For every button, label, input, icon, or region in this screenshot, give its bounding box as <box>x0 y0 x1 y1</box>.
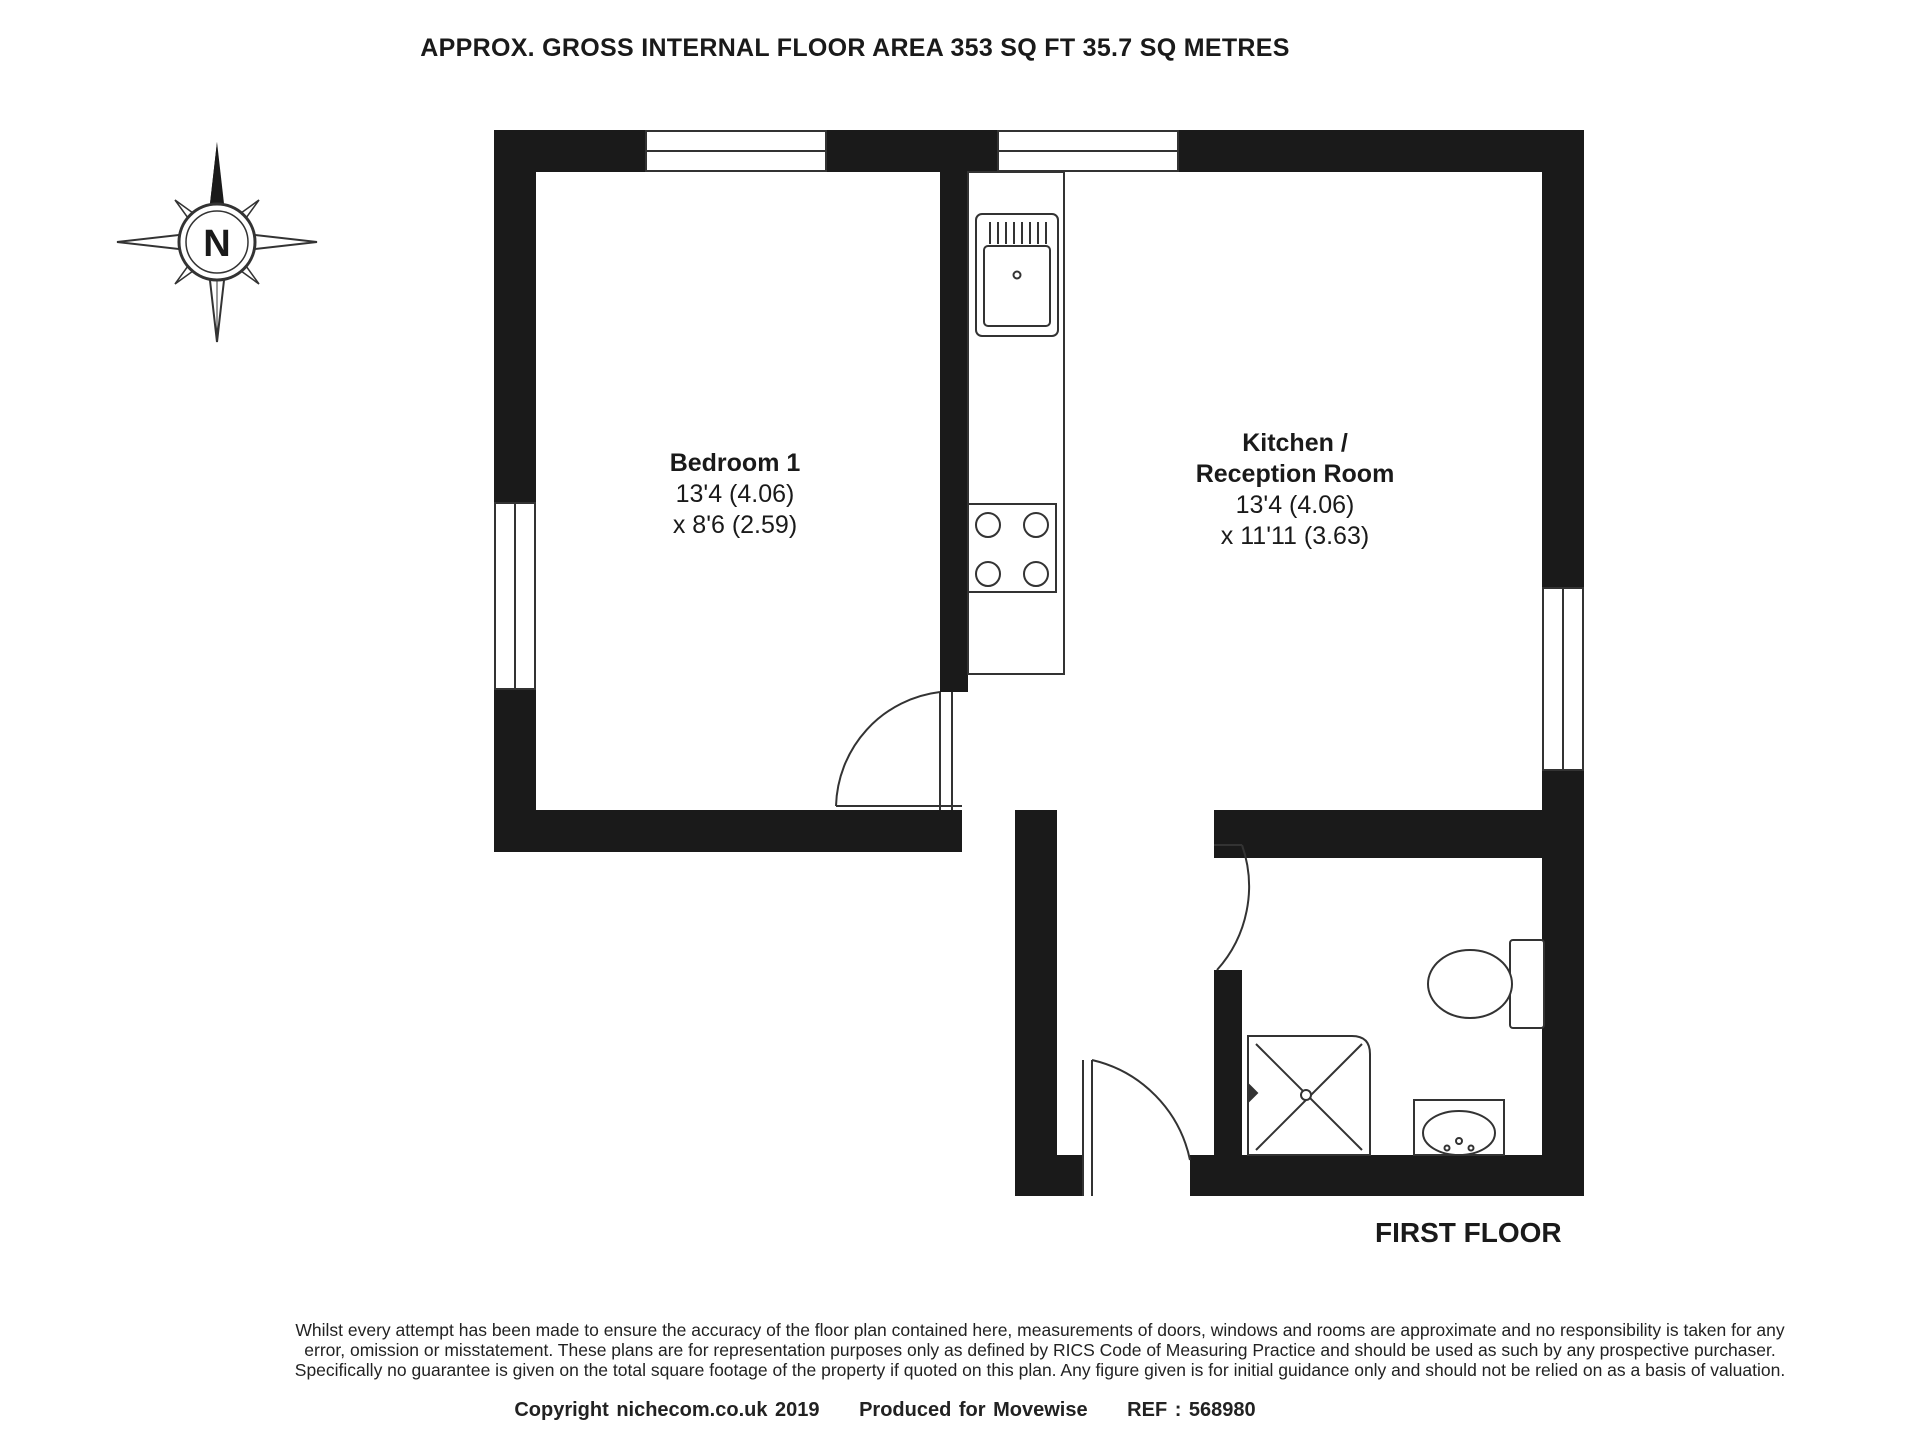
bedroom-kitchen-partition <box>940 172 968 692</box>
left-wall <box>494 130 536 850</box>
copyright-text: Copyright nichecom.co.uk 2019 <box>514 1399 820 1421</box>
footer <box>0 1399 1770 1422</box>
bedroom-left-window <box>495 503 535 689</box>
bedroom-dim1: 13'4 (4.06) <box>675 480 795 508</box>
washbasin-icon <box>1414 1100 1504 1155</box>
disclaimer <box>195 1320 1885 1380</box>
kitchen-dim2: x 11'11 (3.63) <box>1220 522 1370 550</box>
floor-area-header: APPROX. GROSS INTERNAL FLOOR AREA 353 SQ FT 35.7 SQ METRES <box>420 34 1290 62</box>
bedroom-label <box>575 448 895 541</box>
floor-label: FIRST FLOOR <box>1375 1217 1562 1248</box>
hob-icon <box>968 504 1056 592</box>
kitchen-name-line2: Reception Room <box>1195 460 1395 488</box>
hall-left-wall <box>1015 810 1057 1196</box>
bathroom-bottom-wall <box>1190 1155 1584 1196</box>
bedroom-top-window <box>646 131 826 171</box>
toilet-icon <box>1428 940 1544 1028</box>
disclaimer-line2: error, omission or misstatement. These plans are for representation purposes only as defined by RICS Code of Measuring Practice and should be used as such by any prospective purchaser. <box>304 1340 1776 1360</box>
reference-text: REF : 568980 <box>1127 1399 1256 1421</box>
kitchen-dim1: 13'4 (4.06) <box>1235 491 1355 519</box>
bedroom-dim2: x 8'6 (2.59) <box>672 511 798 539</box>
kitchen-top-window <box>998 131 1178 171</box>
compass-north-label: N <box>203 223 231 265</box>
disclaimer-line1: Whilst every attempt has been made to ensure the accuracy of the floor plan contained here, measurements of doors, windows and rooms are approximate and no responsibility is taken for any <box>295 1320 1785 1340</box>
bedroom-bottom-wall <box>494 810 962 852</box>
entrance-left-stub <box>1015 1155 1083 1196</box>
bathroom-left-wall <box>1214 970 1242 1195</box>
entrance-door <box>1083 1060 1190 1196</box>
bedroom-name: Bedroom 1 <box>669 449 801 477</box>
kitchen-name-line1: Kitchen / <box>1242 429 1348 457</box>
kitchen-right-window <box>1543 588 1583 770</box>
kitchen-label <box>1125 428 1465 552</box>
shower-tray-icon <box>1248 1036 1370 1155</box>
bathroom-door <box>1214 845 1249 970</box>
bathroom-door-stub <box>1214 810 1242 845</box>
bedroom-door <box>836 692 962 810</box>
bathroom-top-wall <box>1214 810 1584 858</box>
disclaimer-line3: Specifically no guarantee is given on the total square footage of the property if quoted on this plan. Any figure given is for initial guidance only and should not be relied on as a basis of valuation. <box>294 1360 1786 1380</box>
produced-for-text: Produced for Movewise <box>859 1399 1088 1421</box>
sink-icon <box>976 214 1058 336</box>
compass-icon <box>117 142 317 342</box>
bathroom-fixtures <box>1248 940 1544 1155</box>
kitchen-fixtures <box>968 172 1064 674</box>
